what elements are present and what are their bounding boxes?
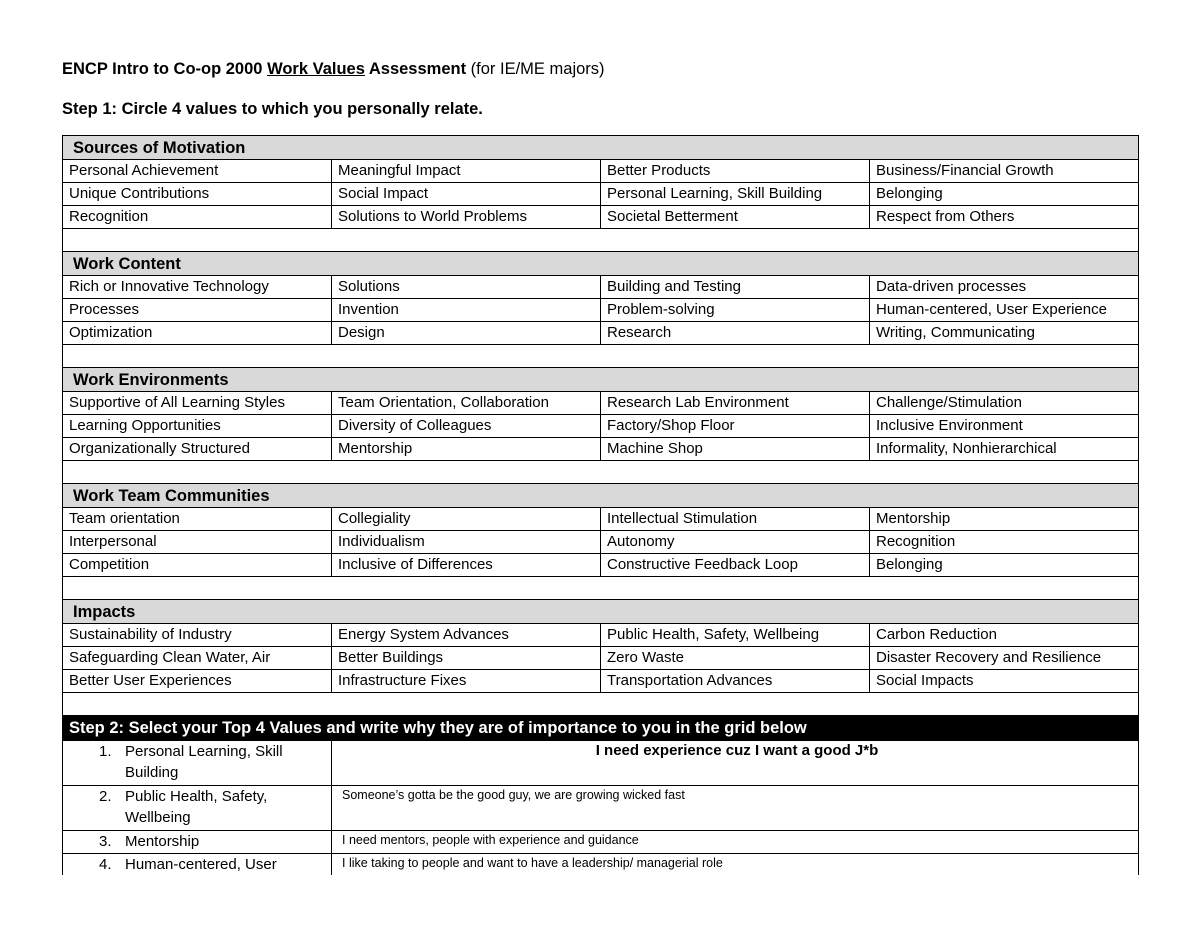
value-cell[interactable]: Personal Learning, Skill Building — [601, 183, 870, 206]
answer-row — [63, 786, 1139, 831]
value-cell[interactable]: Business/Financial Growth — [870, 160, 1139, 183]
value-cell[interactable]: Solutions — [332, 276, 601, 299]
answer-reason[interactable]: I like taking to people and want to have a leadership/ managerial role — [332, 854, 1139, 876]
value-row — [63, 322, 1139, 345]
answer-value-line1: Human-centered, User — [125, 856, 277, 873]
value-cell[interactable]: Informality, Nonhierarchical — [870, 438, 1139, 461]
value-cell[interactable]: Safeguarding Clean Water, Air — [63, 647, 332, 670]
section-header-row — [63, 600, 1139, 624]
value-cell[interactable]: Recognition — [870, 531, 1139, 554]
answer-value-cell[interactable] — [63, 854, 332, 876]
value-cell[interactable]: Problem-solving — [601, 299, 870, 322]
answer-value-line2: Wellbeing — [125, 809, 191, 826]
answer-reason[interactable]: I need mentors, people with experience and guidance — [332, 831, 1139, 854]
value-cell[interactable]: Inclusive Environment — [870, 415, 1139, 438]
value-cell[interactable]: Social Impacts — [870, 670, 1139, 693]
value-cell[interactable]: Rich or Innovative Technology — [63, 276, 332, 299]
value-row — [63, 554, 1139, 577]
step1-instruction: Step 1: Circle 4 values to which you personally relate. — [62, 100, 483, 118]
value-cell[interactable]: Processes — [63, 299, 332, 322]
spacer-row — [63, 229, 1139, 252]
value-cell[interactable]: Individualism — [332, 531, 601, 554]
spacer-row — [63, 577, 1139, 600]
value-cell[interactable]: Social Impact — [332, 183, 601, 206]
value-cell[interactable]: Autonomy — [601, 531, 870, 554]
value-cell[interactable]: Organizationally Structured — [63, 438, 332, 461]
spacer-cell — [63, 461, 1139, 484]
value-row — [63, 508, 1139, 531]
values-table — [62, 135, 1139, 875]
value-cell[interactable]: Factory/Shop Floor — [601, 415, 870, 438]
value-cell[interactable]: Belonging — [870, 183, 1139, 206]
value-row — [63, 670, 1139, 693]
value-cell[interactable]: Societal Betterment — [601, 206, 870, 229]
answer-value — [125, 831, 295, 852]
value-cell[interactable]: Machine Shop — [601, 438, 870, 461]
title-majors: (for IE/ME majors) — [466, 60, 605, 78]
value-cell[interactable]: Energy System Advances — [332, 624, 601, 647]
value-row — [63, 647, 1139, 670]
value-row — [63, 531, 1139, 554]
answer-value — [125, 854, 295, 875]
step2-header-row — [63, 716, 1139, 741]
answer-reason[interactable]: Someone’s gotta be the good guy, we are growing wicked fast — [332, 786, 1139, 831]
value-cell[interactable]: Intellectual Stimulation — [601, 508, 870, 531]
section-header-row — [63, 484, 1139, 508]
spacer-cell — [63, 229, 1139, 252]
value-cell[interactable]: Unique Contributions — [63, 183, 332, 206]
spacer-cell — [63, 577, 1139, 600]
value-cell[interactable]: Optimization — [63, 322, 332, 345]
answer-row — [63, 741, 1139, 786]
value-cell[interactable]: Public Health, Safety, Wellbeing — [601, 624, 870, 647]
value-cell[interactable]: Belonging — [870, 554, 1139, 577]
value-cell[interactable]: Competition — [63, 554, 332, 577]
answer-row — [63, 831, 1139, 854]
title-course: ENCP Intro to Co-op 2000 — [62, 60, 268, 78]
answer-number: 1. — [99, 743, 112, 760]
value-cell[interactable]: Respect from Others — [870, 206, 1139, 229]
value-cell[interactable]: Sustainability of Industry — [63, 624, 332, 647]
value-row — [63, 438, 1139, 461]
value-cell[interactable]: Human-centered, User Experience — [870, 299, 1139, 322]
answer-number: 2. — [99, 788, 112, 805]
title-assessment: Assessment — [364, 60, 467, 78]
document-title — [62, 60, 605, 79]
value-cell[interactable]: Solutions to World Problems — [332, 206, 601, 229]
value-cell[interactable]: Carbon Reduction — [870, 624, 1139, 647]
value-cell[interactable]: Research — [601, 322, 870, 345]
value-row — [63, 624, 1139, 647]
value-row — [63, 160, 1139, 183]
value-cell[interactable]: Diversity of Colleagues — [332, 415, 601, 438]
section-heading: Sources of Motivation — [63, 136, 1139, 160]
value-cell[interactable]: Zero Waste — [601, 647, 870, 670]
section-header-row — [63, 252, 1139, 276]
section-header-row — [63, 368, 1139, 392]
value-cell[interactable]: Data-driven processes — [870, 276, 1139, 299]
spacer-cell — [63, 345, 1139, 368]
value-row — [63, 392, 1139, 415]
answer-value-cell[interactable] — [63, 741, 332, 786]
value-cell[interactable]: Constructive Feedback Loop — [601, 554, 870, 577]
value-cell[interactable]: Better Buildings — [332, 647, 601, 670]
value-cell[interactable]: Collegiality — [332, 508, 601, 531]
value-cell[interactable]: Challenge/Stimulation — [870, 392, 1139, 415]
value-cell[interactable]: Better Products — [601, 160, 870, 183]
value-cell[interactable]: Writing, Communicating — [870, 322, 1139, 345]
value-cell[interactable]: Learning Opportunities — [63, 415, 332, 438]
answer-number: 4. — [99, 856, 112, 873]
answer-number: 3. — [99, 833, 112, 850]
answer-value-line2: Building — [125, 764, 179, 781]
answer-value-line1: Personal Learning, Skill — [125, 743, 283, 760]
value-cell[interactable]: Transportation Advances — [601, 670, 870, 693]
value-cell[interactable]: Mentorship — [870, 508, 1139, 531]
value-row — [63, 206, 1139, 229]
answer-value — [125, 786, 295, 828]
value-cell[interactable]: Building and Testing — [601, 276, 870, 299]
answer-value — [125, 741, 295, 783]
spacer-row — [63, 461, 1139, 484]
answer-reason[interactable]: I need experience cuz I want a good J*b — [332, 741, 1139, 786]
value-cell[interactable]: Inclusive of Differences — [332, 554, 601, 577]
value-cell[interactable]: Interpersonal — [63, 531, 332, 554]
value-cell[interactable]: Meaningful Impact — [332, 160, 601, 183]
spacer-cell — [63, 693, 1139, 716]
spacer-row — [63, 345, 1139, 368]
value-cell[interactable]: Recognition — [63, 206, 332, 229]
section-heading: Work Environments — [63, 368, 1139, 392]
section-heading: Impacts — [63, 600, 1139, 624]
section-heading: Work Team Communities — [63, 484, 1139, 508]
value-cell[interactable]: Mentorship — [332, 438, 601, 461]
value-cell[interactable]: Research Lab Environment — [601, 392, 870, 415]
value-cell[interactable]: Disaster Recovery and Resilience — [870, 647, 1139, 670]
spacer-row — [63, 693, 1139, 716]
value-cell[interactable]: Supportive of All Learning Styles — [63, 392, 332, 415]
value-cell[interactable]: Better User Experiences — [63, 670, 332, 693]
value-row — [63, 299, 1139, 322]
answer-value-line1: Mentorship — [125, 833, 200, 850]
answer-value-cell[interactable] — [63, 831, 332, 854]
value-row — [63, 276, 1139, 299]
title-work-values: Work Values — [267, 60, 365, 78]
value-cell[interactable]: Team orientation — [63, 508, 332, 531]
value-row — [63, 415, 1139, 438]
section-header-row — [63, 136, 1139, 160]
answer-value-cell[interactable] — [63, 786, 332, 831]
value-cell[interactable]: Design — [332, 322, 601, 345]
value-cell[interactable]: Team Orientation, Collaboration — [332, 392, 601, 415]
step2-heading: Step 2: Select your Top 4 Values and write why they are of importance to you in the grid below — [63, 716, 1139, 741]
section-heading: Work Content — [63, 252, 1139, 276]
value-cell[interactable]: Personal Achievement — [63, 160, 332, 183]
answer-value-line1: Public Health, Safety, — [125, 788, 268, 805]
value-cell[interactable]: Invention — [332, 299, 601, 322]
value-row — [63, 183, 1139, 206]
value-cell[interactable]: Infrastructure Fixes — [332, 670, 601, 693]
answer-row — [63, 854, 1139, 876]
